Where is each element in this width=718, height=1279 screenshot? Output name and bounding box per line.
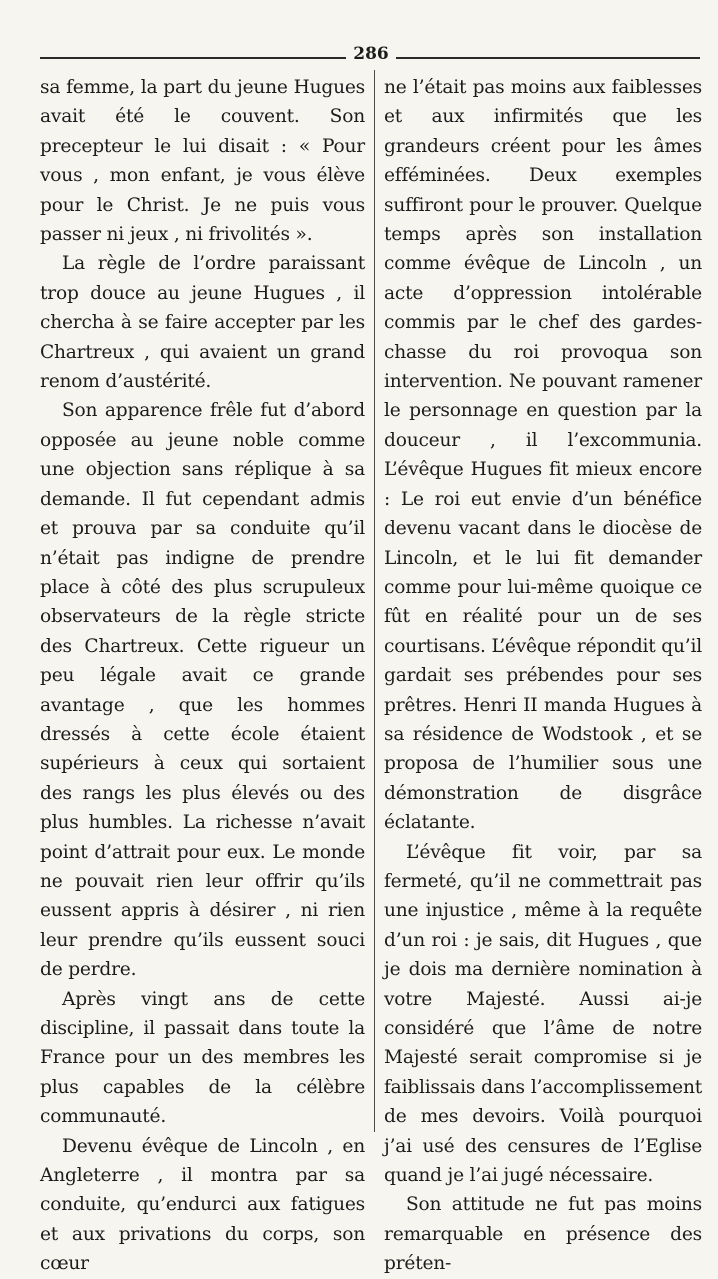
paragraph: Son attitude ne fut pas moins remarquable en présence des préten- — [384, 1194, 702, 1275]
paragraph: Son apparence frêle fut d’abord opposée au jeune noble comme une objection sans réplique à sa demande. Il fut cependant admis et prouva par sa conduite qu’il n’était pas indigne de prendre place à côté des plus scrupuleux observateurs de la règle stricte des Chartreux. Cette rigueur un peu légale avait ce grande avantage , que les hommes dressés à cette école étaient supérieurs à ceux qui sortaient des rangs les plus élevés ou des plus humbles. La richesse n’avait point d’attrait pour eux. Le monde ne pouvait rien leur offrir qu’ils eussent appris à désirer , ni rien leur prendre qu’ils eussent souci de perdre. — [40, 400, 365, 981]
header-rule-right — [396, 57, 700, 59]
header-rule-left — [40, 57, 346, 59]
paragraph: Après vingt ans de cette discipline, il passait dans toute la France pour un des membres les plus capables de la célèbre communauté. — [40, 988, 365, 1128]
paragraph: sa femme, la part du jeune Hugues avait été le couvent. Son precepteur le lui disait : « Pour vous , mon enfant, je vous élève pour le Christ. Je ne puis vous passer ni jeux , ni frivolités ». — [40, 77, 365, 246]
page-header — [40, 44, 700, 64]
page-number: 286 — [353, 44, 389, 64]
left-column — [40, 73, 365, 1279]
paragraph: Devenu évêque de Lincoln , en Angleterre , il montra par sa conduite, qu’endurci aux fatigues et aux privations du corps, son cœur — [40, 1135, 365, 1275]
paragraph: La règle de l’ordre paraissant trop douce au jeune Hugues , il chercha à se faire accepter par les Chartreux , qui avaient un grand renom d’austérité. — [40, 253, 365, 393]
right-column — [384, 73, 702, 1279]
column-divider — [374, 70, 375, 1132]
paragraph: ne l’était pas moins aux faiblesses et aux infirmités que les grandeurs créent pour les âmes efféminées. Deux exemples suffiront pour le prouver. Quelque temps après son installation comme évêque de Lincoln , un acte d’oppression intolérable commis par le chef des gardes-chasse du roi provoqua son intervention. Ne pouvant ramener le personnage en question par la douceur , il l’excommunia. L’évêque Hugues fit mieux encore : Le roi eut envie d’un bénéfice devenu vacant dans le diocèse de Lincoln, et le lui fit demander comme pour lui-même quoique ce fût en réalité pour un de ses courtisans. L’évêque répondit qu’il gardait ses prébendes pour ses prêtres. Henri II manda Hugues à sa résidence de Wodstook , et se proposa de l’humilier sous une démonstration de disgrâce éclatante. — [384, 77, 702, 834]
paragraph: L’évêque fit voir, par sa fermeté, qu’il ne commettrait pas une injustice , même à la requête d’un roi : je sais, dit Hugues , que je dois ma dernière nomination à votre Majesté. Aussi ai-je considéré que l’âme de notre Majesté serait compromise si je faiblissais dans l’accomplissement de mes devoirs. Voilà pourquoi j’ai usé des censures de l’Eglise quand je l’ai jugé nécessaire. — [384, 841, 702, 1187]
